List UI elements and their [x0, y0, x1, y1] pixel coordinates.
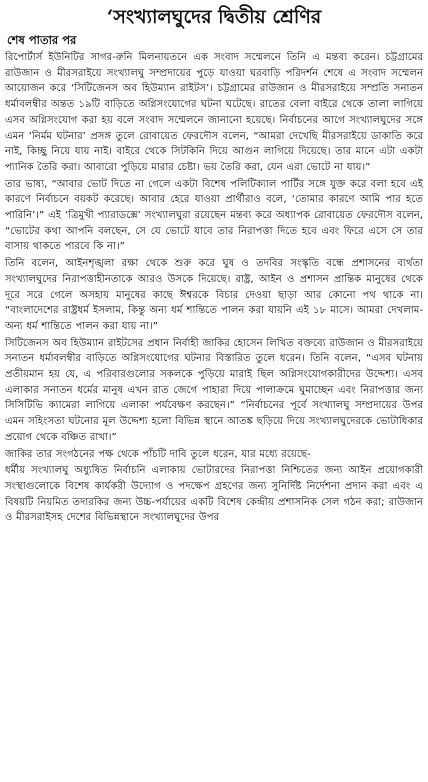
paragraph: ধর্মীয় সংখ্যালঘু অধ্যুষিত নির্বাচনি এলাকায় ভোটারদের নিরাপত্তা নিশ্চিতের জন্য আইন প্রয়োগকারী সংস্থাগুলোকে বিশেষ কার্যকরী উদ্যোগ ও পদক্ষেপ গ্রহণের জন্য সুনির্দিষ্ট নির্দেশনা প্রদান করা এবং এ বিষয়টি নিয়মিত তদারকির জন্য উচ্চ-পর্যায়ের একটি বিশেষ কেন্দ্রীয় প্রশাসনিক সেল গঠন করা; রাউজান ও মীরসরাইসহ দেশের বিভিন্নস্থানে সংখ্যালঘুদের উপর: [5, 465, 423, 524]
paragraph: রিপোর্টার্স ইউনিটির সাগর-রুনি মিলনায়তনে এক সংবাদ সম্মেলনে তিনি এ মন্তব্য করেন। চট্টগ্রামের রাউজান ও মীরসরাইয়ে সংখ্যালঘু সম্প্রদায়ের পুড়ে যাওয়া ঘরবাড়ি পরিদর্শন শেষে এ সংবাদ সম্মেলন আয়োজন করে ‘সিটিজেনস অব হিউম্যান রাইটস’। চট্টগ্রামের রাউজান ও মীরসরাইয়ে সম্প্রতি সনাতন ধর্মাবলম্বীর অন্তত ১৯টি বাড়িতে অগ্নিসংযোগের ঘটনা ঘটেছে। রাতের বেলা বাইরে থেকে তালা লাগিয়ে এসব অগ্নিসংযোগ করা হয় বলে সংবাদ সম্মেলনে জানানো হয়েছে। নির্বাচনের আগে সংখ্যালঘুদের সঙ্গে এমন ‘নির্মম ঘটনার’ প্রসঙ্গ তুলে রোবায়েত ফেরদৌস বলেন, “আমরা দেখেছি মীরসরাইয়ে ডাকাতি করে নাই, কিচ্ছু নিয়ে যায় নাই। বাইরে থেকে সিটকিনি দিয়ে আগুন লাগিয়ে দিয়েছে। তার মানে এটা একটা প্যানিক তৈরি করা। আবারো পুড়িয়ে মারার চেষ্টা। ভয় তৈরি করা, যেন এরা ভোটে না যায়।”: [5, 52, 423, 173]
article-body: [5, 50, 423, 526]
headline: ‘সংখ্যালঘুদের দ্বিতীয় শ্রেণির: [106, 6, 322, 28]
paragraph: তার ভাষ্য, “আবার ভোট দিতে না গেলে একটা বিশেষ পলিটিক্যাল পার্টির সঙ্গে যুক্ত করে বলা হবে এই কারণে নির্বাচনে বয়কট করেছে। আবার হেরে যাওয়া প্রার্থীরাও বলে, ‘তোমার কারণে আমি পার হতে পারিনি’।” এই ‘ত্রিমুখী প্যারাডক্সে’ সংখ্যালঘুরা রয়েছেন মন্তব্য করে অধ্যাপক রোবায়েত ফেরদৌস বলেন, “ভোটের কথা আপনি বলছেন, সে যে ভোটে যাবে তার নিরাপত্তা দিতে হবে এবং ফিরে এসে সে তার বাসায় থাকতে পারবে কি না।”: [5, 178, 423, 253]
continued-from-label: শেষ পাতার পর: [7, 33, 77, 47]
paragraph: তিনি বলেন, আইনশৃঙ্খলা রক্ষা থেকে শুরু করে ঘুষ ও তদবির সংস্কৃতি বন্ধে প্রশাসনের ব্যর্থতা সংখ্যালঘুদের নিরাপত্তাহীনতাকে আরও উসকে দিয়েছে। রাষ্ট্র, আইন ও প্রশাসন প্রান্তিক মানুষের থেকে দূরে সরে গেলে অসহায় মানুষের কাছে ঈশ্বরকে বিচার দেওয়া ছাড়া আর কোনো পথ থাকে না। “বাংলাদেশের রাষ্ট্রধর্ম ইসলাম, কিন্তু অন্য ধর্ম শান্তিতে পালন করা যায়নি এই ১৮ মাসে। আমরা দেখলাম-অন্য ধর্ম শান্তিতে পালন করা যায় না।”: [5, 258, 423, 332]
paragraph: সিটিজেনস অব হিউম্যান রাইটসের প্রধান নির্বাহী জাকির হোসেন লিখিত বক্তব্যে রাউজান ও মীরসরাইয়ে সনাতন ধর্মাবলম্বীর বাড়িতে অগ্নিসংযোগের ঘটনার বিস্তারিত তুলে ধরেন। তিনি বলেন, “এসব ঘটনায় প্রতীয়মান হয় যে, এ পরিবারগুলোর সকলকে পুড়িয়ে মারাই ছিল অগ্নিসংযোগকারীদের উদ্দেশ্য। এসব এলাকার সনাতন ধর্মের মানুষ এখন রাত জেগে পাহারা দিয়ে পালাক্রমে ঘুমাচ্ছেন এবং নিরাপত্তার জন্য সিসিটিভি ক্যামেরা লাগিয়ে এলাকা পর্যবেক্ষণ করছেন।” “নির্বাচনের পূর্বে সংখ্যালঘু সম্প্রদায়ের উপর এমন সহিংসতা ঘটনোর মূল উদ্দেশ্য হলো বিভিন্ন স্থানে আতঙ্ক ছড়িয়ে দিয়ে সংখ্যালঘুদেরকে ভোটাধিকার প্রয়োগ থেকে বঞ্চিত রাখা।”: [5, 337, 423, 443]
paragraph: জাকির তার সংগঠনের পক্ষ থেকে পাঁচটি দাবি তুলে ধরেন, যার মধ্যে রয়েছে-: [5, 448, 311, 460]
